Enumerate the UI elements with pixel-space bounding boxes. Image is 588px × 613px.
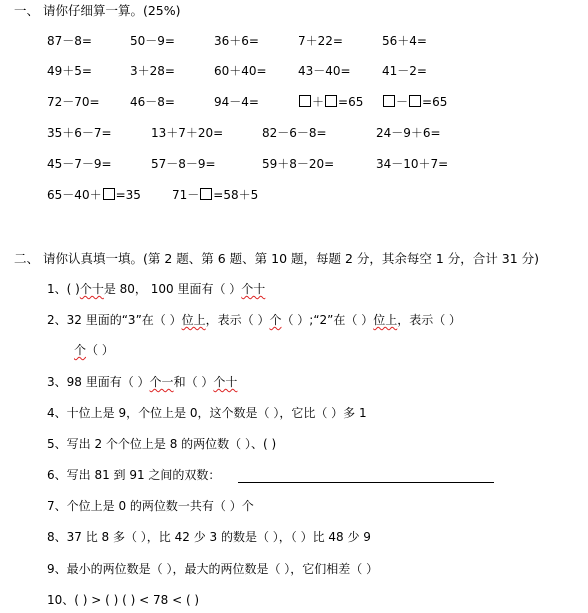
q3-unit: 个一 bbox=[149, 375, 174, 389]
problem: 87－8= bbox=[47, 34, 92, 48]
problem-boxes: ＋ =65 bbox=[298, 94, 363, 110]
q2-text: 2、32 里面的“3”在（ ） bbox=[47, 313, 182, 327]
question-8: 8、37 比 8 多（ ），比 42 少 3 的数是（ ），（ ）比 48 少 9 bbox=[47, 530, 371, 544]
q3-text: 和（ ） bbox=[173, 375, 214, 389]
q2-unit: 个 bbox=[74, 343, 87, 357]
problem: 56＋4= bbox=[382, 34, 427, 48]
problem: 65－40＋ =35 bbox=[47, 188, 141, 202]
blank-box[interactable] bbox=[409, 95, 421, 107]
problem: 41－2= bbox=[382, 64, 427, 78]
question-3 bbox=[47, 374, 237, 390]
problem: 3＋28= bbox=[130, 64, 175, 78]
problem: 13＋7＋20= bbox=[151, 126, 224, 140]
problem: 24－9＋6= bbox=[376, 126, 441, 140]
question-7: 7、个位上是 0 的两位数一共有（ ）个 bbox=[47, 499, 254, 513]
blank-box[interactable] bbox=[383, 95, 395, 107]
q2-text: ，表示（ ） bbox=[205, 313, 270, 327]
section2-heading: 二、 请你认真填一填。(第 2 题、第 6 题、第 10 题，每题 2 分，其余每空 1 分，合计 31 分) bbox=[14, 251, 540, 266]
q1-unit: 个十 bbox=[241, 282, 266, 296]
problem: 7＋22= bbox=[298, 34, 343, 48]
problem: 72－70= bbox=[47, 95, 100, 109]
blank-box[interactable] bbox=[325, 95, 337, 107]
q3-text: 3、98 里面有（ ） bbox=[47, 375, 150, 389]
problem: 45－7－9= bbox=[47, 157, 112, 171]
q2-text: ，表示（ ） bbox=[397, 313, 462, 327]
problem: 94－4= bbox=[214, 95, 259, 109]
q2-text: （ ）;“2”在（ ） bbox=[281, 313, 374, 327]
problem: 60＋40= bbox=[214, 64, 267, 78]
question-2-continued bbox=[74, 342, 114, 358]
q2-text: （ ） bbox=[86, 343, 114, 357]
problem: 59＋8－20= bbox=[262, 157, 335, 171]
question-9: 9、最小的两位数是（ ），最大的两位数是（ ），它们相差（ ） bbox=[47, 562, 379, 576]
q1-text: 1、( ) bbox=[47, 282, 80, 296]
problem: 71－ =58＋5 bbox=[172, 188, 259, 202]
problem: 57－8－9= bbox=[151, 157, 216, 171]
blank-box[interactable] bbox=[200, 188, 212, 200]
question-5: 5、写出 2 个个位上是 8 的两位数（ ）、( ) bbox=[47, 437, 277, 451]
q2-unit: 位上 bbox=[181, 313, 206, 327]
blank-box[interactable] bbox=[103, 188, 115, 200]
problem: 34－10＋7= bbox=[376, 157, 449, 171]
problem: 43－40= bbox=[298, 64, 351, 78]
q1-unit: 个十 bbox=[79, 282, 104, 296]
blank-box[interactable] bbox=[299, 95, 311, 107]
problem: 50－9= bbox=[130, 34, 175, 48]
problem: 36＋6= bbox=[214, 34, 259, 48]
problem: 82－6－8= bbox=[262, 126, 327, 140]
question-10: 10、( ) > ( ) ( ) < 78 < ( ) bbox=[47, 593, 200, 607]
q2-unit: 个 bbox=[269, 313, 282, 327]
problem-boxes: － =65 bbox=[382, 94, 447, 110]
problem: 46－8= bbox=[130, 95, 175, 109]
question-4: 4、十位上是 9，个位上是 0，这个数是（ ），它比（ ）多 1 bbox=[47, 406, 367, 420]
problem: 49＋5= bbox=[47, 64, 92, 78]
question-2 bbox=[47, 312, 461, 328]
answer-line[interactable] bbox=[238, 482, 494, 483]
question-6: 6、写出 81 到 91 之间的双数： bbox=[47, 468, 221, 482]
section1-heading: 一、 请你仔细算一算。(25%) bbox=[14, 3, 181, 18]
question-1 bbox=[47, 281, 265, 297]
q2-unit: 位上 bbox=[373, 313, 398, 327]
q3-unit: 个十 bbox=[213, 375, 238, 389]
q1-text: 是 80， 100 里面有（ ） bbox=[103, 282, 242, 296]
problem: 35＋6－7= bbox=[47, 126, 112, 140]
